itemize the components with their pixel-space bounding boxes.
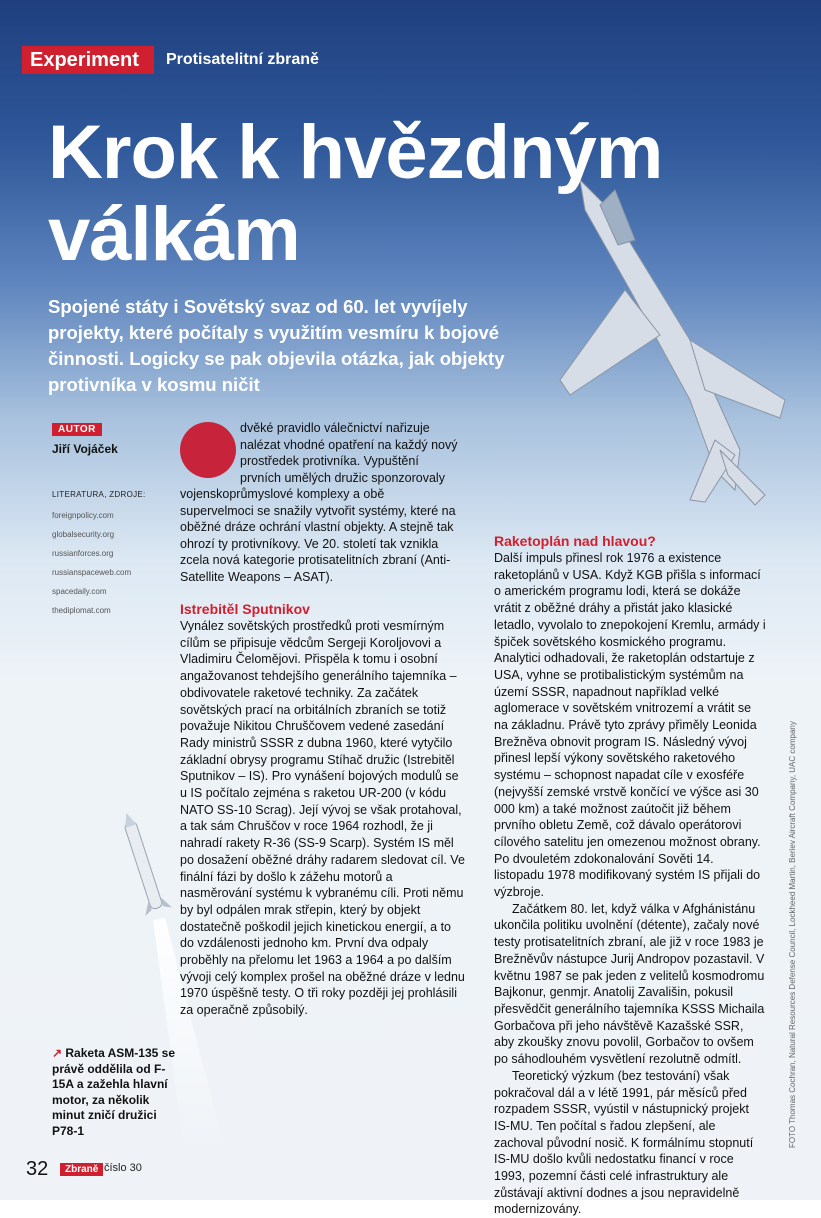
author-badge: AUTOR [52, 423, 102, 436]
author-name: Jiří Vojáček [52, 442, 118, 456]
headline [48, 112, 788, 276]
section2-paragraph-1: Další impuls přinesl rok 1976 a existence raketoplánů v USA. Když KGB přišla s informací o americkém programu lodi, která se dokáže vrátit z oběžné dráhy a přistát jako klasické letadlo, vyvolalo to znepokojení Kremlu, armády i špiček sovětského kosmického programu. Analytici odhadovali, že raketoplán odstartuje z USA, vyhne se protibalistickým systémům na území SSSR, napadnout například velké aglomerace v sovětském vnitrozemí a vrátit se na základnu. Právě tyto zprávy přiměly Leonida Brežněva obnovit program IS. Následný vývoj přinesl lepší výkony sovětského raketového systému – schopnost napadat cíle v exosféře (nejvyšší zemské vrstvě končící ve výšce asi 30 000 km) a také možnost zaútočit již během prvního obletu Země, což dávalo operátorovi cílového satelitu jen omezenou možnost obrany. Po dvouletém zdokonalování Sověti 14. listopadu 1978 modifikovaný systém IS přijali do výzbroje. [494, 551, 766, 900]
topic-label: Protisatelitní zbraně [166, 51, 319, 68]
section-tag: Experiment [22, 46, 154, 74]
photo-credit: FOTO Thomas Cochran, Natural Resources Defense Council, Lockheed Martin, Beriev Aircraft Company, UAC company [788, 721, 797, 1148]
headline-line-2: válkám [48, 192, 300, 277]
headline-line-1: Krok k hvězdným [48, 110, 663, 195]
section2-column [494, 532, 766, 1218]
section1-column [180, 600, 465, 1019]
page-number: 32 [26, 1158, 49, 1180]
source-item: spacedaily.com [52, 587, 107, 596]
section2-paragraph-3: Teoretický výzkum (bez testování) však pokračoval dál a v létě 1991, pár měsíců před rozpadem SSSR, vyústil v nástupnický projekt IS-MU. Ten počítal s řadou zlepšení, ale zachoval původní nosič. K formálnímu stopnutí IS-MU došlo kvůli nedostatku financí v roce 1993, pozemní části celé infrastruktury ale zůstávají aktivní dodnes a jsou nepravidelně modernizovány. [494, 1068, 754, 1217]
source-item: globalsecurity.org [52, 530, 115, 539]
magazine-badge: Zbraně [60, 1163, 103, 1176]
section1-text: Vynález sovětských prostředků proti vesmírným cílům se připisuje vědcům Sergeji Koroljovovi a Vladimiru Čelomějovi. Přispěla k tomu i osobní angažovanost tehdejšího generálního tajemníka – obdivovatele raketové techniky. Za začátek sovětských prací na orbitálních zbraních se totiž považuje Nikitou Chruščovem vedené zasedání Rady ministrů SSSR z dubna 1960, které vytyčilo základní obrysy programu Stíhač družic (Istrebitěl Sputnikov – IS). Pro vynášení bojových modulů se u IS počítalo zejména s raketou UR-200 (v kódu NATO SS-10 Scrag). Její vývoj se však protahoval, a tak sám Chruščov v roce 1964 rozhodl, že ji nahradí rakety R-36 (SS-9 Scarp). Systém IS měl po dosažení oběžné dráhy radarem sledovat cíl. Ve finální fázi by došlo k zážehu motorů a nasměrování systému k vybranému cíli. Proti němu by byl odpálen mrak střepin, který by objekt dostatečně poškodil jejich kinetickou energií, a to do vzdálenosti jednoho km. První dva odpaly proběhly na přelomu let 1963 a 1964 a po dalším vývoji celý komplex prošel na oběžné dráze v lednu 1970 úspěšně testy. O tři roky později jej prohlásili za operačně způsobilý. [180, 619, 465, 1018]
section2-paragraph-2: Začátkem 80. let, když válka v Afghánistánu ukončila politiku uvolnění (détente), začaly nové testy protisatelitních zbraní, ale již v roce 1983 je Brežněvův nástupce Jurij Andropov pozastavil. V květnu 1987 se pak jeden z velitelů kosmodromu Bajkonur, genmjr. Anatolij Zavališin, pokusil přesvědčit generálního tajemníka KSSS Michaila Gorbačova při jeho návštěvě Kazašské SSR, aby zkoušky znovu povolil, Gorbačov to ovšem po sáhodlouhém vysvětlení rezolutně odmítl. [494, 901, 765, 1067]
caption-text: Raketa ASM-135 se právě oddělila od F-15A a zažehla hlavní motor, za několik minut zničí družici P78-1 [52, 1046, 176, 1138]
photo-caption [52, 1046, 182, 1139]
source-item: russianforces.org [52, 549, 114, 558]
section1-title: Istrebitěl Sputnikov [180, 601, 310, 617]
section2-title: Raketoplán nad hlavou? [494, 533, 656, 549]
source-item: foreignpolicy.com [52, 511, 114, 520]
caption-arrow-icon: ↗ [52, 1046, 66, 1060]
source-item: thediplomat.com [52, 606, 111, 615]
issue-number: číslo 30 [104, 1162, 142, 1174]
intro-paragraph: dvěké pravidlo válečnictví nařizuje nalézat vhodné opatření na každý nový prostředek protivníka. Vypuštění prvních umělých družic sponzorovaly vojenskoprůmyslové komplexy a obě supervelmoci se snažily vytvořit systémy, které na oběžné dráze ochrání vlastní objekty. A stejně tak ohrozí ty protivníkovy. Ve 20. století tak vznikla zcela nová kategorie protisatelitních zbraní (Anti-Satellite Weapons – ASAT). [180, 421, 458, 584]
source-item: russianspaceweb.com [52, 568, 132, 577]
drop-cap-spacer [180, 420, 240, 480]
intro-column [180, 420, 460, 585]
sources-title: LITERATURA, ZDROJE: [52, 490, 146, 499]
lead-paragraph: Spojené státy i Sovětský svaz od 60. let vyvíjely projekty, které počítaly s využitím vesmíru k bojové činnosti. Logicky se pak objevila otázka, jak objekty protivníka v kosmu ničit [48, 296, 505, 395]
